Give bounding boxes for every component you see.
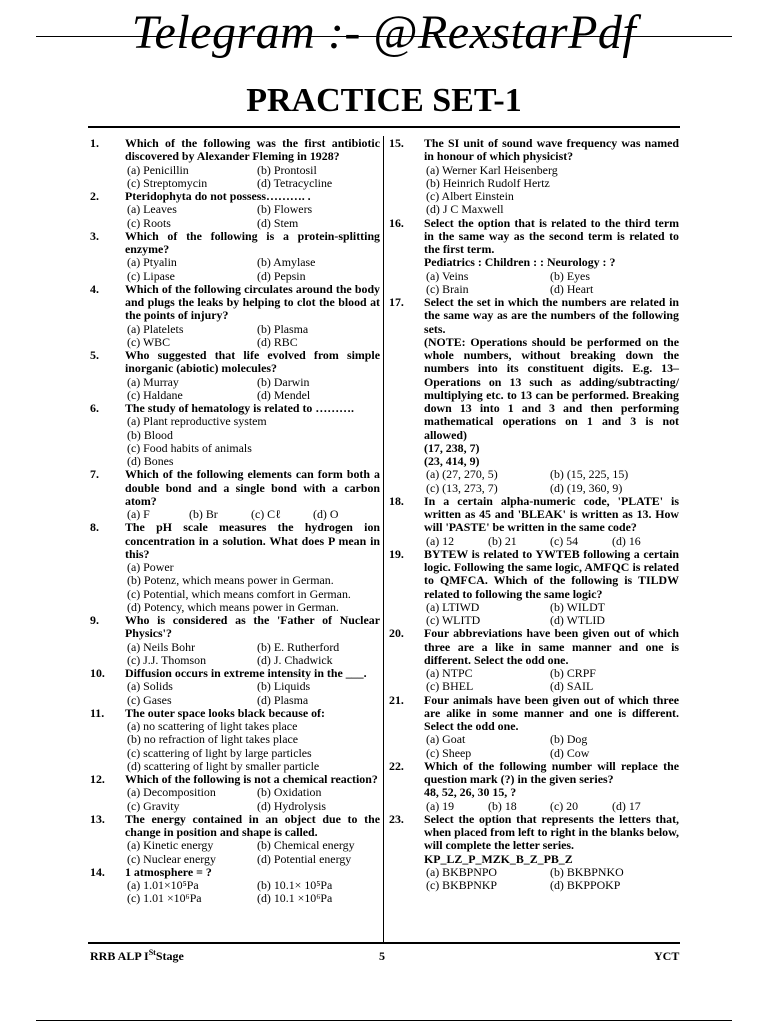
option-row <box>424 747 679 760</box>
option-row <box>424 468 679 481</box>
question-item <box>90 614 380 667</box>
option-row <box>125 892 380 905</box>
option: (b) WILDT <box>550 599 605 614</box>
question-text: The energy contained in an object due to the change in position and shape is called. <box>125 811 380 839</box>
option-row <box>424 879 679 892</box>
option: (c) 54 <box>550 533 579 548</box>
option-row <box>125 256 380 269</box>
option-row <box>424 866 679 879</box>
option: (d) Plasma <box>257 692 309 707</box>
option: (a) Platelets <box>127 321 184 336</box>
option-row <box>125 641 380 654</box>
option: (c) Cℓ <box>251 507 281 521</box>
option: (b) Prontosil <box>257 162 317 177</box>
question-number: 19. <box>389 546 404 561</box>
question-number: 16. <box>389 215 404 230</box>
question-item <box>389 495 679 548</box>
option: (b) E. Rutherford <box>257 639 340 654</box>
option: (a) F <box>127 507 150 521</box>
option-row <box>125 323 380 336</box>
question-number: 17. <box>389 295 404 309</box>
option-row <box>125 654 380 667</box>
column-divider <box>383 136 384 942</box>
question-item <box>90 773 380 813</box>
option: (b) Plasma <box>257 321 309 336</box>
option: (d) SAIL <box>550 679 594 694</box>
option: (d) Pepsin <box>257 268 306 283</box>
question-number: 12. <box>90 772 105 786</box>
option: (c) BHEL <box>426 679 474 694</box>
option: (a) Penicillin <box>127 162 189 177</box>
question-number: 20. <box>389 626 404 641</box>
option: (a) no scattering of light takes place <box>127 719 298 733</box>
option-row <box>125 694 380 707</box>
option: (d) Bones <box>127 454 174 468</box>
option: (a) Ptyalin <box>127 255 177 270</box>
option: (a) Goat <box>426 732 466 747</box>
option: (b) Chemical energy <box>257 838 355 853</box>
question-item <box>90 468 380 521</box>
question-extra: (17, 238, 7) <box>424 440 480 455</box>
option-row <box>125 508 380 521</box>
option: (b) Potenz, which means power in German. <box>127 573 334 588</box>
question-number: 13. <box>90 811 105 826</box>
question-item <box>90 521 380 614</box>
question-item <box>389 627 679 693</box>
question-text: Pteridophyta do not possess………. . <box>125 189 311 203</box>
option: (c) J.J. Thomson <box>127 652 207 667</box>
question-number: 10. <box>90 666 105 680</box>
option: (a) (27, 270, 5) <box>426 467 498 482</box>
option: (d) O <box>313 507 339 521</box>
option: (a) Leaves <box>127 202 177 217</box>
option: (d) 16 <box>612 533 641 548</box>
question-text: The pH scale measures the hydrogen ion concentration in a solution. What does P mean in this? <box>125 520 380 561</box>
question-number: 4. <box>90 281 99 296</box>
option-row <box>125 164 380 177</box>
option: (b) Br <box>189 507 218 521</box>
question-number: 22. <box>389 758 404 773</box>
question-text: The study of hematology is related to ………. <box>125 401 354 415</box>
question-number: 11. <box>90 705 105 720</box>
option-row <box>125 680 380 693</box>
question-text: Which of the following is not a chemical reaction? <box>125 772 378 786</box>
option-row <box>125 800 380 813</box>
question-item <box>389 694 679 760</box>
option: (a) Plant reproductive system <box>127 414 267 429</box>
option-row <box>424 800 679 813</box>
option: (c) Nuclear energy <box>127 851 216 866</box>
option-row <box>424 270 679 283</box>
question-text: Select the set in which the numbers are related in the same way as are the numbers of the following sets. <box>424 295 679 336</box>
option: (b) 21 <box>488 533 517 548</box>
option: (a) Veins <box>426 268 469 283</box>
option: (c) Food habits of animals <box>127 440 252 455</box>
option: (c) scattering of light by large particles <box>127 745 312 760</box>
question-item <box>389 548 679 628</box>
option-row <box>125 839 380 852</box>
question-number: 8. <box>90 520 99 535</box>
option-row <box>424 482 679 495</box>
publisher-name: YCT <box>654 949 680 963</box>
option: (c) Gravity <box>127 798 180 813</box>
option: (c) BKBPNKP <box>426 878 498 892</box>
question-item <box>90 283 380 349</box>
option: (a) Decomposition <box>127 785 216 800</box>
option: (a) Power <box>127 560 174 574</box>
option: (a) 19 <box>426 798 455 813</box>
option-row <box>125 376 380 389</box>
option: (d) 17 <box>612 798 641 813</box>
option: (b) Flowers <box>257 202 313 217</box>
option: (a) 1.01×10⁵Pa <box>127 878 199 892</box>
option: (c) Roots <box>127 215 171 230</box>
question-text: Four animals have been given out of which three are alike in some manner and one is different. Select the odd one. <box>424 692 679 733</box>
option: (c) WBC <box>127 334 171 349</box>
option-row <box>125 217 380 230</box>
question-text: The SI unit of sound wave frequency was named in honour of which physicist? <box>424 136 679 164</box>
option: (c) Gases <box>127 692 172 707</box>
top-rule <box>88 126 680 128</box>
option: (a) Neils Bohr <box>127 639 196 654</box>
footer-exam-name: RRB ALP IStStage <box>90 948 184 963</box>
question-text: Select the option that is related to the third term in the same way as the second term is related to the first term. <box>424 215 679 256</box>
option: (b) Dog <box>550 732 588 747</box>
option: (d) RBC <box>257 334 298 349</box>
option: (c) WLITD <box>426 613 481 627</box>
option: (d) Stem <box>257 215 299 230</box>
option: (d) BKPPOKP <box>550 878 621 892</box>
question-item <box>90 667 380 707</box>
option-row <box>125 336 380 349</box>
footer-line <box>36 1020 732 1021</box>
question-note: (NOTE: Operations should be performed on the whole numbers, without breaking down the numbers into its constituent digits. E.g. 13– Operations on 13 such as adding/subtracting/ multiplying etc. to 13 can be performed. Breaking down 13 into 1 and 3 and then performing mathematical operations on 1 and 3 is not allowed) <box>424 334 679 442</box>
option: (c) 20 <box>550 798 579 813</box>
option-row <box>424 667 679 680</box>
option: (d) Hydrolysis <box>257 798 327 813</box>
question-text: Select the option that represents the letters that, when placed from left to right in the blanks below, will complete the letter series. <box>424 811 679 853</box>
option: (b) Heinrich Rudolf Hertz <box>426 175 550 190</box>
option-row <box>424 733 679 746</box>
question-extra: (23, 414, 9) <box>424 454 480 468</box>
option: (d) Mendel <box>257 387 311 402</box>
question-item <box>90 137 380 190</box>
option: (c) Lipase <box>127 268 175 283</box>
option: (a) BKBPNPO <box>426 864 498 879</box>
question-number: 14. <box>90 864 105 879</box>
option: (b) Blood <box>127 427 173 442</box>
option: (c) Haldane <box>127 387 183 402</box>
question-item <box>389 296 679 495</box>
page-number: 5 <box>379 949 385 963</box>
option: (d) WTLID <box>550 613 605 627</box>
option: (d) J C Maxwell <box>426 202 504 217</box>
question-text: Which of the following number will replace the question mark (?) in the given series? <box>424 758 679 786</box>
option: (d) J. Chadwick <box>257 652 333 667</box>
option: (a) LTIWD <box>426 599 480 614</box>
option: (c) Albert Einstein <box>426 189 514 203</box>
option: (d) Cow <box>550 745 590 760</box>
question-text: Which of the following elements can form both a double bond and a single bond with a carbon atom? <box>125 467 380 508</box>
option-row <box>424 614 679 627</box>
option: (c) Streptomycin <box>127 175 208 190</box>
option: (b) 10.1× 10⁵Pa <box>257 878 333 892</box>
question-item <box>90 866 380 906</box>
option: (b) (15, 225, 15) <box>550 467 629 482</box>
option: (d) Tetracycline <box>257 175 333 190</box>
option-row <box>125 389 380 402</box>
question-extra: Pediatrics : Children : : Neurology : ? <box>424 255 616 270</box>
telegram-watermark: Telegram :- @RexstarPdf <box>131 6 637 59</box>
option: (b) no refraction of light takes place <box>127 732 299 747</box>
option: (b) Eyes <box>550 268 590 283</box>
question-number: 15. <box>389 136 404 150</box>
option: (b) CRPF <box>550 666 596 680</box>
option: (a) Murray <box>127 374 179 389</box>
option-row <box>424 601 679 614</box>
option: (d) Potency, which means power in German. <box>127 599 339 614</box>
question-number: 2. <box>90 189 99 203</box>
question-number: 18. <box>389 493 404 508</box>
question-text: BYTEW is related to YWTEB following a certain logic. Following the same logic, AMFQC is related to QMFCA. Which of the following is TILDW related to following the same logic? <box>424 546 679 601</box>
option: (d) 10.1 ×10⁶Pa <box>257 891 333 906</box>
question-item <box>389 813 679 893</box>
question-text: The outer space looks black because of: <box>125 705 325 720</box>
question-item <box>90 190 380 230</box>
option: (b) Liquids <box>257 679 311 694</box>
option: (c) Sheep <box>426 745 472 760</box>
option: (c) (13, 273, 7) <box>426 480 498 495</box>
question-number: 21. <box>389 692 404 707</box>
question-item <box>389 760 679 813</box>
question-extra: KP_LZ_P_MZK_B_Z_PB_Z <box>424 851 573 866</box>
option: (a) 12 <box>426 533 455 548</box>
question-item <box>90 707 380 773</box>
question-number: 7. <box>90 467 99 482</box>
question-text: Which of the following circulates around the body and plugs the leaks by helping to clot the blood at the points of injury? <box>125 281 380 323</box>
option-row <box>125 786 380 799</box>
option: (d) Potential energy <box>257 851 352 866</box>
page-title: PRACTICE SET-1 <box>246 82 522 119</box>
option: (b) Amylase <box>257 255 316 270</box>
question-number: 6. <box>90 401 99 415</box>
question-item <box>90 402 380 468</box>
question-extra: 48, 52, 26, 30 15, ? <box>424 785 517 800</box>
option: (d) (19, 360, 9) <box>550 480 623 495</box>
bottom-rule <box>88 942 680 944</box>
question-number: 3. <box>90 228 99 243</box>
question-text: Who suggested that life evolved from simple inorganic (abiotic) molecules? <box>125 348 380 376</box>
question-text: Which of the following is a protein-splitting enzyme? <box>125 228 380 256</box>
question-text: Who is considered as the 'Father of Nuclear Physics'? <box>125 613 380 641</box>
option: (d) Heart <box>550 281 594 296</box>
option: (a) NTPC <box>426 666 473 680</box>
question-text: Four abbreviations have been given out of which three are a like in same manner and one is different. Select the odd one. <box>424 626 679 667</box>
question-text: In a certain alpha-numeric code, 'PLATE' is written as 45 and 'BLEAK' is written as 13. How will 'PASTE' be written in the same code? <box>424 493 679 535</box>
left-column <box>90 137 380 906</box>
question-item <box>389 137 679 217</box>
option: (a) Solids <box>127 679 173 694</box>
option-row <box>125 853 380 866</box>
question-item <box>389 217 679 297</box>
option: (b) 18 <box>488 798 517 813</box>
option-row <box>125 270 380 283</box>
option-row <box>424 535 679 548</box>
right-column <box>389 137 679 892</box>
option-row <box>125 203 380 216</box>
option: (d) scattering of light by smaller particle <box>127 758 320 773</box>
question-item <box>90 349 380 402</box>
option-row <box>125 879 380 892</box>
option: (a) Kinetic energy <box>127 838 214 853</box>
option-row <box>125 177 380 190</box>
option: (a) Werner Karl Heisenberg <box>426 162 558 177</box>
option-row <box>424 283 679 296</box>
option: (b) Darwin <box>257 374 310 389</box>
option-row <box>424 680 679 693</box>
question-text: Diffusion occurs in extreme intensity in the ___. <box>125 666 367 680</box>
question-text: 1 atmosphere = ? <box>125 864 212 879</box>
option: (c) 1.01 ×10⁶Pa <box>127 891 202 906</box>
option: (c) Potential, which means comfort in German. <box>127 586 351 601</box>
question-item <box>90 230 380 283</box>
option: (b) Oxidation <box>257 785 322 800</box>
question-text: Which of the following was the first antibiotic discovered by Alexander Fleming in 1928? <box>125 136 380 164</box>
question-item <box>90 813 380 866</box>
question-number: 1. <box>90 136 99 150</box>
question-number: 9. <box>90 613 99 627</box>
option: (b) BKBPNKO <box>550 864 624 879</box>
question-number: 23. <box>389 811 404 826</box>
option: (c) Brain <box>426 281 469 296</box>
question-number: 5. <box>90 348 99 362</box>
